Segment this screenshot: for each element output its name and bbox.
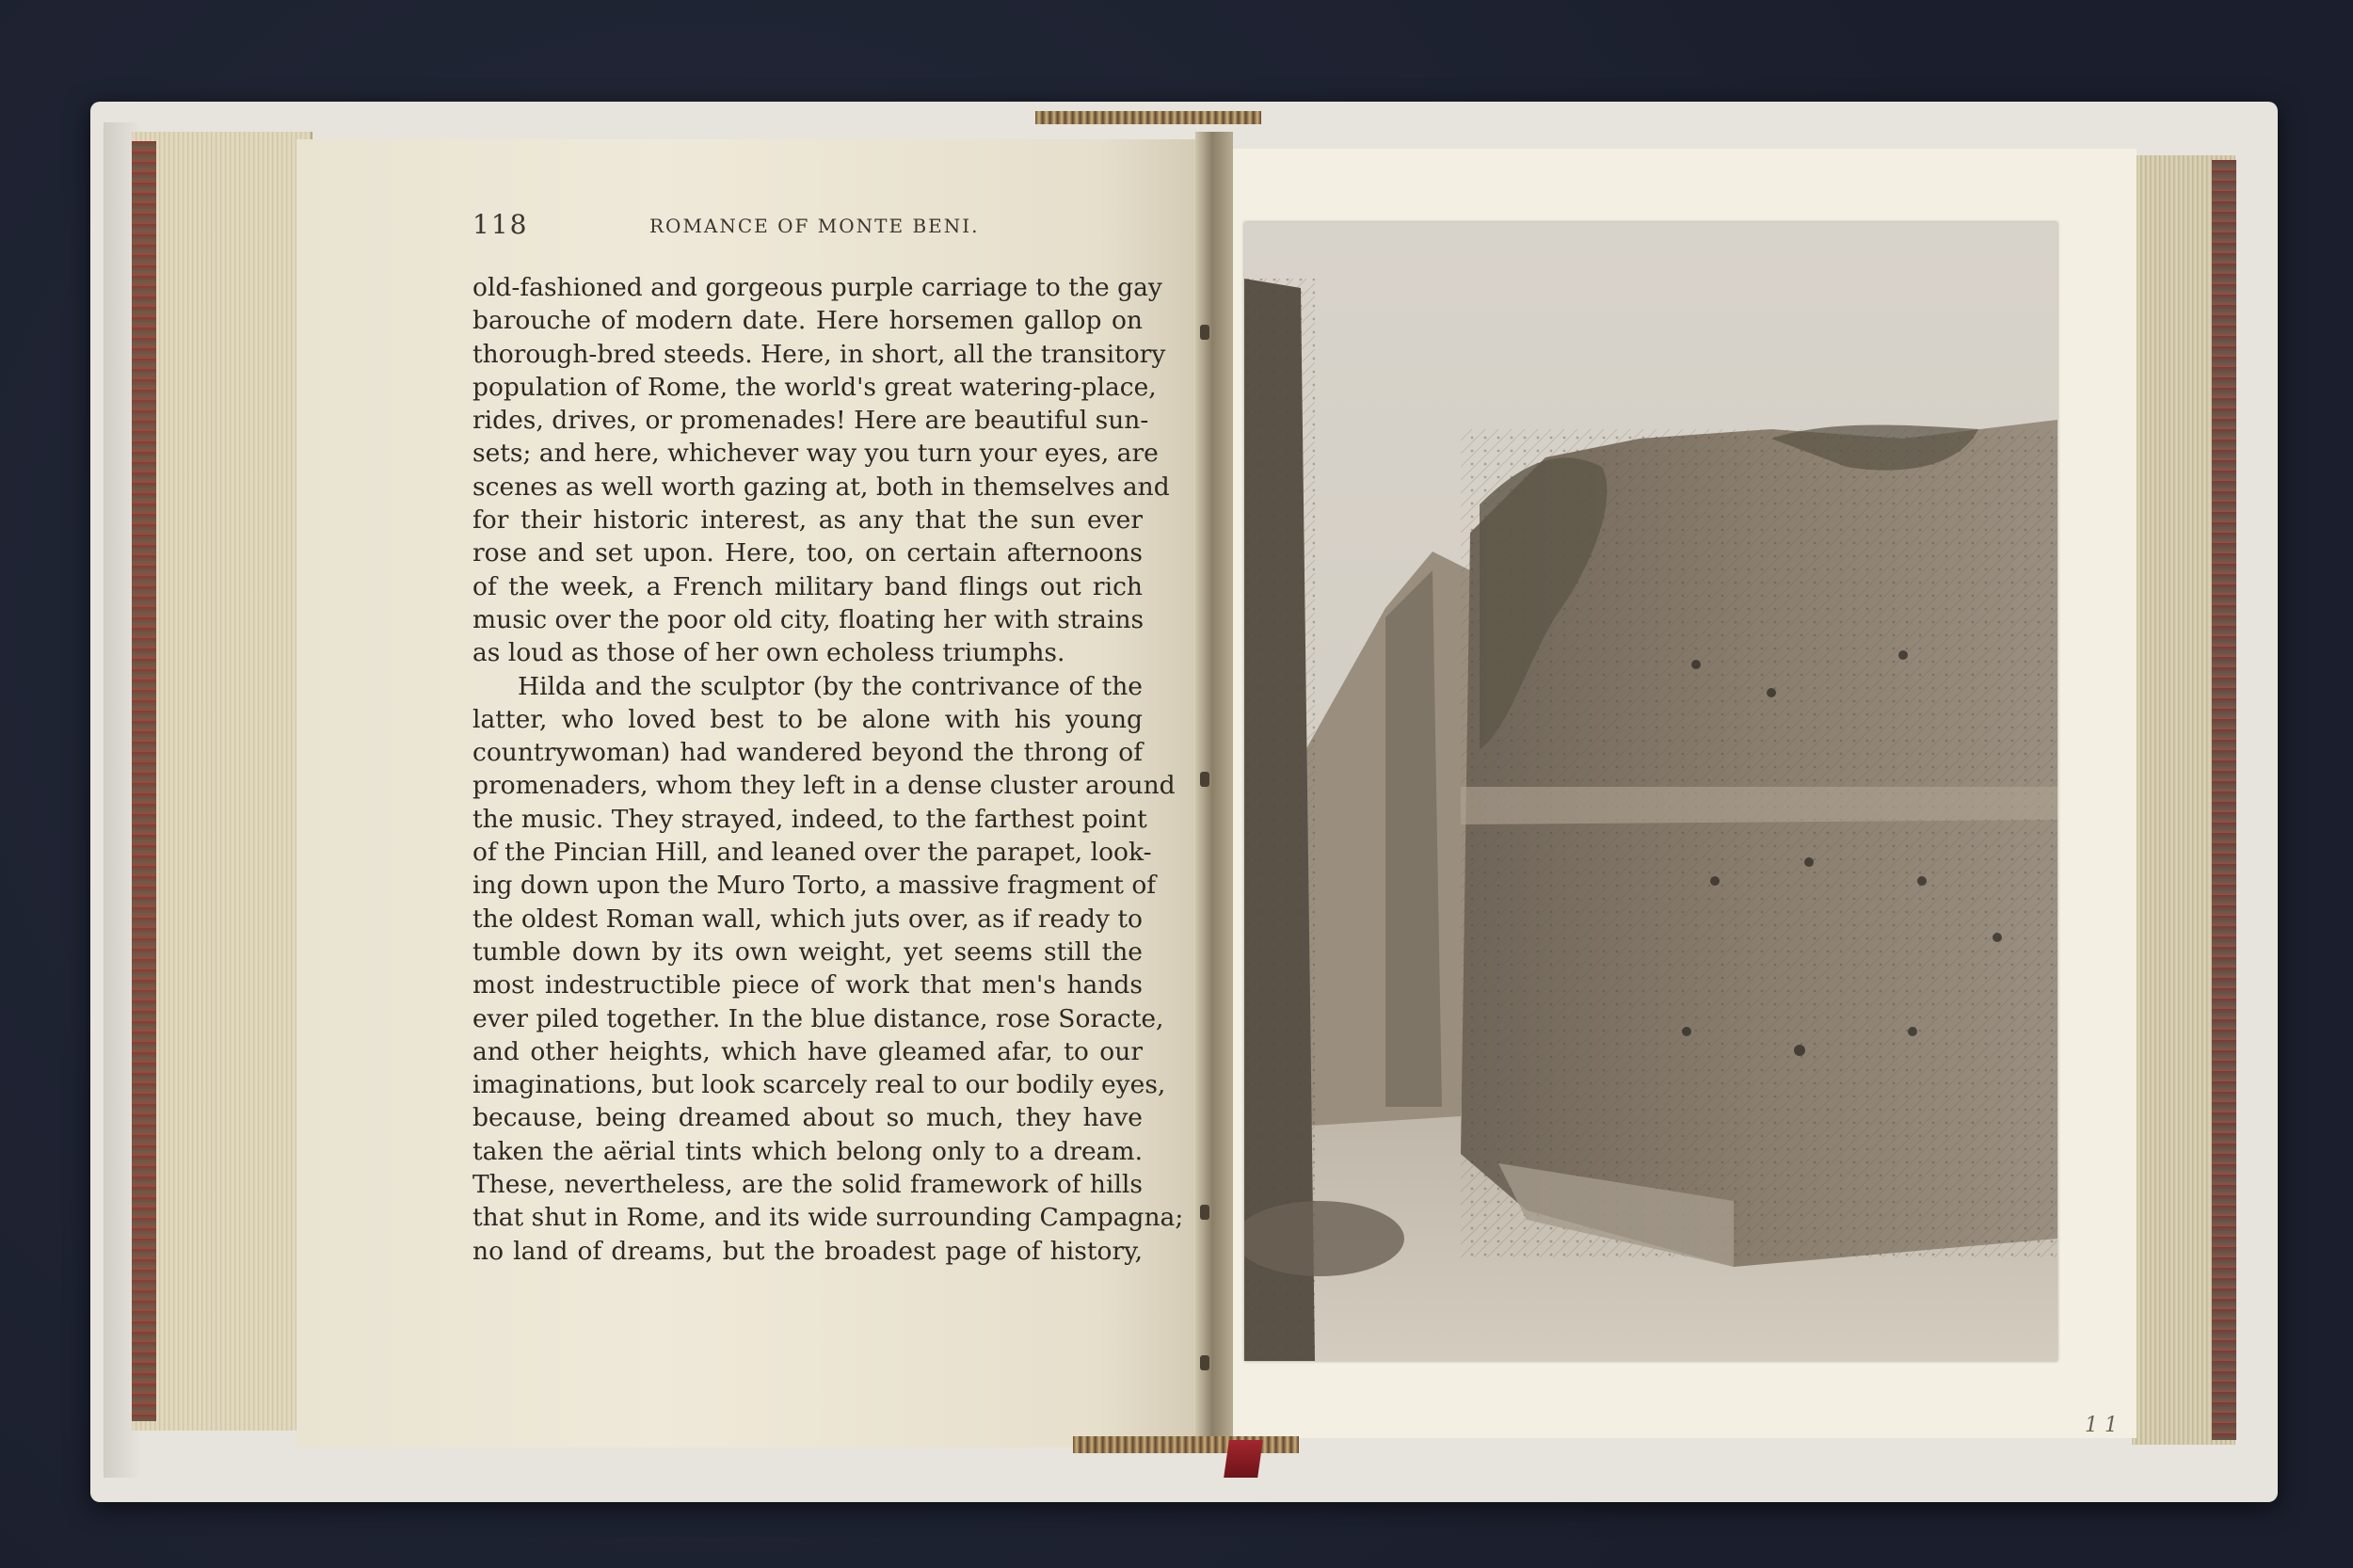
- text-line: of the week, a French military band flings out rich: [472, 571, 1143, 601]
- text-line: ing down upon the Muro Torto, a massive fragment of: [472, 871, 1157, 901]
- text-line: and other heights, which have gleamed afar, to our: [472, 1036, 1143, 1066]
- text-line: scenes as well worth gazing at, both in themselves and: [472, 472, 1170, 502]
- text-line: most indestructible piece of work that men's hands: [472, 970, 1143, 1000]
- headband-top: [1035, 111, 1261, 124]
- left-marbled-edge: [132, 141, 156, 1421]
- binding-stitch: [1200, 1355, 1209, 1370]
- text-line: ever piled together. In the blue distance, rose Soracte,: [472, 1003, 1164, 1033]
- page-number: 118: [472, 209, 529, 240]
- left-wall-texture: [1244, 279, 1315, 1361]
- text-line: taken the aërial tints which belong only to a dream.: [472, 1136, 1143, 1166]
- text-line: the oldest Roman wall, which juts over, as if ready to: [472, 904, 1143, 934]
- text-line: population of Rome, the world's great watering-place,: [472, 372, 1157, 402]
- staircase: [1385, 570, 1442, 1107]
- text-line: music over the poor old city, floating her with strains: [472, 604, 1144, 634]
- text-line: because, being dreamed about so much, they have: [472, 1103, 1143, 1133]
- text-line: for their historic interest, as any that the sun ever: [472, 505, 1143, 536]
- body-text: [472, 271, 1184, 1268]
- binding-stitch: [1200, 772, 1209, 787]
- headband-bottom: [1073, 1436, 1299, 1453]
- text-line: rose and set upon. Here, too, on certain afternoons: [472, 538, 1143, 568]
- text-line: rides, drives, or promenades! Here are beautiful sun-: [472, 406, 1149, 436]
- text-line: promenaders, whom they left in a dense cluster around: [472, 771, 1176, 801]
- wall-ledge: [1461, 787, 2057, 824]
- text-line: that shut in Rome, and its wide surrounding Campagna;: [472, 1203, 1184, 1233]
- text-line: as loud as those of her own echoless triumphs.: [472, 638, 1065, 668]
- text-line: tumble down by its own weight, yet seems still the: [472, 936, 1143, 967]
- text-line: the music. They strayed, indeed, to the farthest point: [472, 804, 1147, 834]
- muro-torto-photo: [1244, 222, 2057, 1361]
- right-page-number: 1 1: [2085, 1414, 2118, 1437]
- running-title: ROMANCE OF MONTE BENI.: [649, 215, 980, 237]
- text-line: barouche of modern date. Here horsemen gallop on: [472, 306, 1143, 336]
- text-line: thorough-bred steeds. Here, in short, all the transitory: [472, 339, 1166, 369]
- text-line: of the Pincian Hill, and leaned over the parapet, look-: [472, 838, 1152, 868]
- text-line: imaginations, but look scarcely real to our bodily eyes,: [472, 1070, 1166, 1100]
- text-line: Hilda and the sculptor (by the contrivance of the: [518, 671, 1143, 701]
- running-head: [472, 209, 1143, 247]
- text-line: old-fashioned and gorgeous purple carriage to the gay: [472, 273, 1162, 302]
- binding-stitch: [1200, 325, 1209, 340]
- text-line: countrywoman) had wandered beyond the throng of: [472, 738, 1143, 768]
- mounted-photograph: [1244, 222, 2057, 1361]
- text-line: sets; and here, whichever way you turn your eyes, are: [472, 439, 1159, 469]
- text-line: These, nevertheless, are the solid framework of hills: [472, 1170, 1143, 1200]
- ribbon-bookmark: [1224, 1440, 1263, 1478]
- right-marbled-edge: [2212, 160, 2236, 1440]
- text-line: latter, who loved best to be alone with his young: [472, 704, 1143, 734]
- text-line: no land of dreams, but the broadest page of history,: [472, 1236, 1143, 1266]
- left-page-block: [132, 132, 312, 1431]
- binding-stitch: [1200, 1205, 1209, 1220]
